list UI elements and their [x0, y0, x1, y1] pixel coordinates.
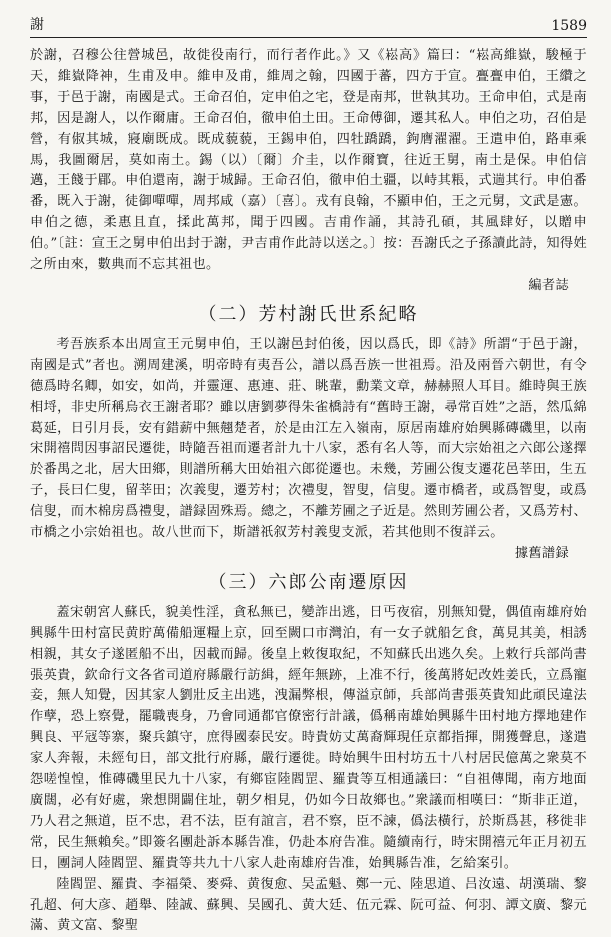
section-3-body: 蓋宋朝宮人蘇氏，貌美性淫，貪私無已，變詐出逃，日丐夜宿，別無知覺，偶值南雄府始興縣牛田村富民黄貯萬備船運糧上京，回至闕口市灣泊，有一女子就船乞食，萬見其美，相誘相親，其女子遂匿船不出，因載而歸。後皇上敕復取紀，不知蘇氏出逃久矣。上敕行兵部尚書張英貴，欽命行文各省司道府縣嚴行訪緝，經年無跡，上准不行，後萬將妃改姓姜氏，立爲寵妾，無人知覺，因其家人劉壯反主出逃，洩漏弊根，傳溢京師，兵部尚書張英貴知此頑民違法作孽，恐上察覺，罷職喪身，乃會同通都官僚密行計議，僞稱南雄始興縣牛田村地方擇地建作興良、平冦等寨，聚兵鎮守，庶得國泰民安。時貴妨丈萬裔輝現任京都指揮，開獲聲息，遂遣家人奔報，未經旬日，部文批行府縣，嚴行遷徙。時始興牛田村坊五十八村居民億萬之衆莫不怨嗟惶惶，惟磚磯里民九十八家，有鄉宦陸閻罡、羅貴等互相通議曰：“自祖傳聞，南方地面廣闊，必有好處，衆想開闢住址，朝夕相見，仍如今日故鄉也。”衆議而相嘆曰：“斯非正道，乃人君之無道，臣不忠，君不法，臣有誼言，君不察，臣不諫，僞法橫行，於斯爲甚，移徙非常，民生無賴矣。”即簽名團赴訴本縣告准，仍赴本府告准。隨續南行，時宋開禧元年正月初五日，團詞人陸閻罡、羅貴等共九十八家人赴南雄府告准，始興縣告准，乞給案引。	[30, 604, 587, 871]
page-number: 1589	[551, 18, 587, 34]
page-content	[30, 46, 587, 937]
section-2-body: 考吾族系本出周宣王元舅申伯，王以謝邑封伯後，因以爲氏，即《詩》所謂“于邑于謝，南國是式”者也。溯周建溪，明帝時有夷吾公，譜以爲吾族一世祖焉。沿及兩晉六朝世，有令德爲時名卿，如安，如尚，并靈運、惠連、莊、眺輩，勳業文章，赫赫照人耳目。維時與王族相埒，非史所稱烏衣王謝者耶？雖以唐劉夢得朱雀橋詩有“舊時王謝，尋常百姓”之語，然瓜綿葛延，日引月長，安有錯薪中無翹楚者，於是由江左入嶺南，原居南雄府始興縣磚磯里，以南宋開禧問因事詔民遷徙，時隨吾祖而遷者計九十八家，悉有名人等，而大宗始祖之六郎公遂擇於番禺之北，居大田鄉，則譜所稱大田始祖六郎從遷也。未幾，芳圃公復支遷花邑莘田，生五子，長曰仁叟，留莘田；次義叟，遷芳村；次禮叟，智叟，信叟。遷市橋者，或爲智叟，或爲信叟，而木棉房爲禮叟，譜録固殊焉。總之，不離芳圃之子近是。然則芳圃公者，又爲芳村、市橋之小宗始祖也。故八世而下，斯譜祇叙芳村義叟支派，若其他則不復詳云。	[30, 336, 587, 541]
section-2-title: （二）芳村謝氏世系紀略	[198, 303, 419, 325]
section-2-signature: 據舊譜録	[514, 545, 569, 561]
header-title: 謝	[30, 17, 44, 33]
page-header	[30, 12, 587, 38]
section-3-names: 陸閻罡、羅貴、李福榮、麥舜、黄復愈、吴孟魁、鄭一元、陸思道、吕汝遠、胡漢瑞、黎孔超、何大彦、趙舉、陸誠、蘇興、吴國孔、黄大廷、伍元霖、阮可益、何羽、譚文廣、黎元滿、黄文富、黎聖	[30, 876, 587, 934]
intro-paragraph: 於謝，召穆公往營城邑，故徙役南行，而行者作此。》又《崧高》篇曰：“崧高維嶽，駿極于天，維嶽降神，生甫及申。維申及甫，維周之翰，四國于蕃，四方于宣。亹亹申伯，王纘之事，于邑于謝，南國是式。王命召伯，定申伯之宅，登是南邦，世執其功。王命申伯，式是南邦，因是謝人，以作爾庸。王命召伯，徹申伯土田。王命傅御，遷其私人。申伯之功，召伯是營，有俶其城，寢廟既成。既成藐藐，王錫申伯，四牡蹻蹻，鉤膺濯濯。王遣申伯，路車乘馬，我圖爾居，莫如南土。錫（以）〔爾〕介圭，以作爾寶，往近王舅，南土是保。申伯信邁，王餞于郿。申伯還南，謝于城歸。王命召伯，徹申伯土疆，以峙其粻，式遄其行。申伯番番，既入于謝，徒御嘽嘽，周邦咸（嘉）〔喜〕。戎有良翰，不顯申伯，王之元舅，文武是憲。申伯之德，柔惠且直，揉此萬邦，聞于四國。吉甫作誦，其詩孔碩，其風肆好，以贈申伯。”〔註：宣王之舅申伯出封于謝，尹吉甫作此詩以送之。〕按：吾謝氏之子孫讀此詩，知得姓之所由來，數典而不忘其祖也。	[30, 48, 587, 273]
intro-signature: 編者誌	[528, 277, 569, 293]
section-3-title: （三）六郎公南遷原因	[208, 571, 409, 593]
